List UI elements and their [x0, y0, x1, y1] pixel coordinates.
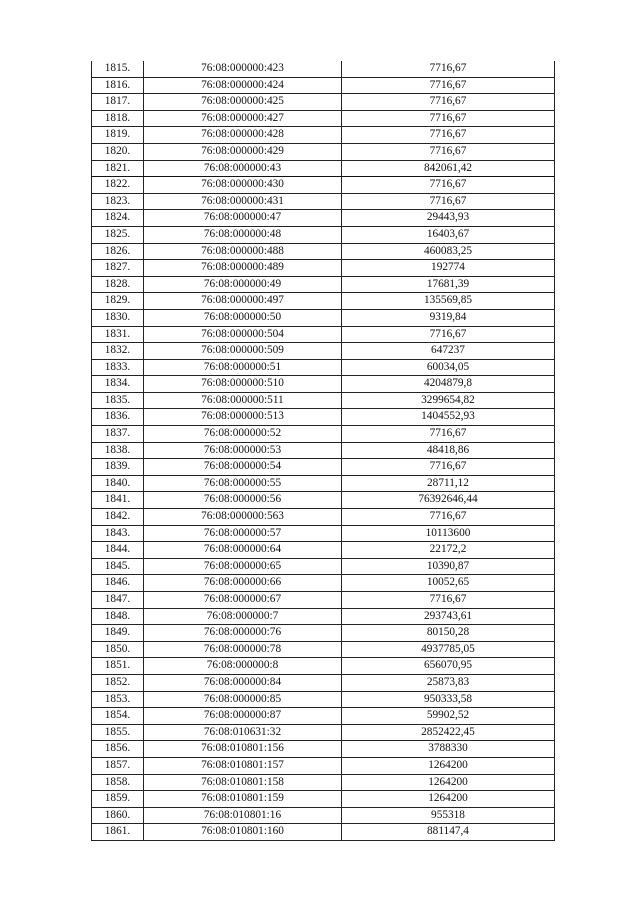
table-row — [92, 791, 555, 808]
cadastral-number-cell: 76:08:000000:48 — [144, 226, 342, 243]
table-row — [92, 309, 555, 326]
row-number-cell: 1830. — [92, 309, 144, 326]
row-number-cell: 1860. — [92, 807, 144, 824]
cadastral-number-cell: 76:08:000000:488 — [144, 243, 342, 260]
cadastral-number-cell: 76:08:000000:67 — [144, 592, 342, 609]
cadastral-value-cell: 7716,67 — [342, 127, 555, 144]
cadastral-value-cell: 7716,67 — [342, 94, 555, 111]
row-number-cell: 1856. — [92, 741, 144, 758]
cadastral-value-cell: 29443,93 — [342, 210, 555, 227]
row-number-cell: 1827. — [92, 260, 144, 277]
row-number-cell: 1833. — [92, 359, 144, 376]
table-row — [92, 177, 555, 194]
cadastral-number-cell: 76:08:000000:57 — [144, 525, 342, 542]
cadastral-value-cell: 842061,42 — [342, 160, 555, 177]
row-number-cell: 1841. — [92, 492, 144, 509]
table-row — [92, 426, 555, 443]
table-row — [92, 608, 555, 625]
cadastral-number-cell: 76:08:000000:51 — [144, 359, 342, 376]
cadastral-value-cell: 1404552,93 — [342, 409, 555, 426]
row-number-cell: 1848. — [92, 608, 144, 625]
row-number-cell: 1818. — [92, 110, 144, 127]
cadastral-value-cell: 7716,67 — [342, 326, 555, 343]
table-row — [92, 160, 555, 177]
cadastral-number-cell: 76:08:000000:424 — [144, 77, 342, 94]
cadastral-value-cell: 59902,52 — [342, 708, 555, 725]
cadastral-number-cell: 76:08:000000:427 — [144, 110, 342, 127]
cadastral-number-cell: 76:08:000000:489 — [144, 260, 342, 277]
row-number-cell: 1852. — [92, 674, 144, 691]
cadastral-number-cell: 76:08:000000:563 — [144, 509, 342, 526]
cadastral-value-cell: 16403,67 — [342, 226, 555, 243]
row-number-cell: 1832. — [92, 343, 144, 360]
cadastral-number-cell: 76:08:000000:64 — [144, 542, 342, 559]
table-row — [92, 575, 555, 592]
row-number-cell: 1834. — [92, 376, 144, 393]
table-row — [92, 691, 555, 708]
row-number-cell: 1826. — [92, 243, 144, 260]
table-row — [92, 807, 555, 824]
cadastral-value-cell: 7716,67 — [342, 77, 555, 94]
row-number-cell: 1861. — [92, 824, 144, 841]
table-row — [92, 193, 555, 210]
row-number-cell: 1853. — [92, 691, 144, 708]
row-number-cell: 1824. — [92, 210, 144, 227]
row-number-cell: 1822. — [92, 177, 144, 194]
cadastral-number-cell: 76:08:000000:510 — [144, 376, 342, 393]
row-number-cell: 1846. — [92, 575, 144, 592]
row-number-cell: 1851. — [92, 658, 144, 675]
cadastral-number-cell: 76:08:000000:66 — [144, 575, 342, 592]
cadastral-value-cell: 28711,12 — [342, 475, 555, 492]
table-row — [92, 774, 555, 791]
table-row — [92, 724, 555, 741]
cadastral-value-cell: 293743,61 — [342, 608, 555, 625]
cadastral-number-cell: 76:08:000000:509 — [144, 343, 342, 360]
cadastral-number-cell: 76:08:000000:55 — [144, 475, 342, 492]
cadastral-value-cell: 9319,84 — [342, 309, 555, 326]
table-row — [92, 824, 555, 841]
table-row — [92, 260, 555, 277]
cadastral-number-cell: 76:08:000000:85 — [144, 691, 342, 708]
cadastral-value-cell: 10113600 — [342, 525, 555, 542]
cadastral-number-cell: 76:08:000000:43 — [144, 160, 342, 177]
row-number-cell: 1859. — [92, 791, 144, 808]
document-page — [91, 61, 554, 841]
cadastral-number-cell: 76:08:000000:49 — [144, 276, 342, 293]
cadastral-value-cell: 48418,86 — [342, 442, 555, 459]
table-row — [92, 492, 555, 509]
table-row — [92, 343, 555, 360]
cadastral-number-cell: 76:08:010801:157 — [144, 757, 342, 774]
row-number-cell: 1839. — [92, 459, 144, 476]
table-row — [92, 459, 555, 476]
table-row — [92, 143, 555, 160]
cadastral-value-table — [91, 61, 555, 841]
row-number-cell: 1855. — [92, 724, 144, 741]
cadastral-value-cell: 950333,58 — [342, 691, 555, 708]
table-row — [92, 94, 555, 111]
cadastral-number-cell: 76:08:000000:497 — [144, 293, 342, 310]
cadastral-number-cell: 76:08:000000:56 — [144, 492, 342, 509]
cadastral-number-cell: 76:08:000000:78 — [144, 641, 342, 658]
row-number-cell: 1847. — [92, 592, 144, 609]
table-row — [92, 110, 555, 127]
row-number-cell: 1817. — [92, 94, 144, 111]
table-row — [92, 77, 555, 94]
cadastral-number-cell: 76:08:010631:32 — [144, 724, 342, 741]
table-row — [92, 276, 555, 293]
cadastral-value-cell: 4937785,05 — [342, 641, 555, 658]
cadastral-number-cell: 76:08:000000:423 — [144, 61, 342, 77]
row-number-cell: 1842. — [92, 509, 144, 526]
row-number-cell: 1821. — [92, 160, 144, 177]
cadastral-value-cell: 1264200 — [342, 757, 555, 774]
cadastral-value-cell: 22172,2 — [342, 542, 555, 559]
table-row — [92, 376, 555, 393]
cadastral-number-cell: 76:08:010801:158 — [144, 774, 342, 791]
cadastral-number-cell: 76:08:000000:428 — [144, 127, 342, 144]
cadastral-value-cell: 135569,85 — [342, 293, 555, 310]
cadastral-number-cell: 76:08:000000:511 — [144, 392, 342, 409]
row-number-cell: 1850. — [92, 641, 144, 658]
row-number-cell: 1819. — [92, 127, 144, 144]
cadastral-value-cell: 7716,67 — [342, 592, 555, 609]
cadastral-value-cell: 3299654,82 — [342, 392, 555, 409]
row-number-cell: 1854. — [92, 708, 144, 725]
cadastral-value-cell: 192774 — [342, 260, 555, 277]
table-row — [92, 757, 555, 774]
cadastral-value-cell: 7716,67 — [342, 61, 555, 77]
cadastral-value-cell: 656070,95 — [342, 658, 555, 675]
row-number-cell: 1838. — [92, 442, 144, 459]
cadastral-value-cell: 955318 — [342, 807, 555, 824]
row-number-cell: 1825. — [92, 226, 144, 243]
cadastral-number-cell: 76:08:000000:65 — [144, 558, 342, 575]
cadastral-value-cell: 80150,28 — [342, 625, 555, 642]
cadastral-value-cell: 1264200 — [342, 791, 555, 808]
cadastral-value-cell: 7716,67 — [342, 459, 555, 476]
row-number-cell: 1837. — [92, 426, 144, 443]
cadastral-number-cell: 76:08:000000:87 — [144, 708, 342, 725]
row-number-cell: 1816. — [92, 77, 144, 94]
table-row — [92, 293, 555, 310]
cadastral-value-cell: 10052,65 — [342, 575, 555, 592]
cadastral-value-cell: 7716,67 — [342, 110, 555, 127]
cadastral-value-cell: 60034,05 — [342, 359, 555, 376]
row-number-cell: 1857. — [92, 757, 144, 774]
cadastral-number-cell: 76:08:010801:160 — [144, 824, 342, 841]
row-number-cell: 1844. — [92, 542, 144, 559]
cadastral-number-cell: 76:08:000000:52 — [144, 426, 342, 443]
cadastral-value-cell: 881147,4 — [342, 824, 555, 841]
table-row — [92, 475, 555, 492]
table-row — [92, 61, 555, 77]
table-row — [92, 359, 555, 376]
table-row — [92, 210, 555, 227]
cadastral-number-cell: 76:08:000000:513 — [144, 409, 342, 426]
cadastral-number-cell: 76:08:000000:84 — [144, 674, 342, 691]
cadastral-number-cell: 76:08:000000:53 — [144, 442, 342, 459]
cadastral-value-cell: 76392646,44 — [342, 492, 555, 509]
table-row — [92, 127, 555, 144]
cadastral-number-cell: 76:08:000000:429 — [144, 143, 342, 160]
row-number-cell: 1836. — [92, 409, 144, 426]
cadastral-value-cell: 25873,83 — [342, 674, 555, 691]
cadastral-number-cell: 76:08:000000:8 — [144, 658, 342, 675]
row-number-cell: 1820. — [92, 143, 144, 160]
cadastral-value-cell: 7716,67 — [342, 177, 555, 194]
row-number-cell: 1835. — [92, 392, 144, 409]
cadastral-value-cell: 7716,67 — [342, 143, 555, 160]
row-number-cell: 1831. — [92, 326, 144, 343]
cadastral-value-cell: 10390,87 — [342, 558, 555, 575]
cadastral-number-cell: 76:08:000000:7 — [144, 608, 342, 625]
cadastral-value-cell: 4204879,8 — [342, 376, 555, 393]
table-row — [92, 525, 555, 542]
cadastral-number-cell: 76:08:000000:76 — [144, 625, 342, 642]
table-row — [92, 625, 555, 642]
cadastral-number-cell: 76:08:000000:430 — [144, 177, 342, 194]
cadastral-value-cell: 7716,67 — [342, 426, 555, 443]
cadastral-value-cell: 7716,67 — [342, 509, 555, 526]
table-row — [92, 558, 555, 575]
table-row — [92, 226, 555, 243]
cadastral-number-cell: 76:08:000000:47 — [144, 210, 342, 227]
table-row — [92, 708, 555, 725]
table-row — [92, 442, 555, 459]
table-row — [92, 392, 555, 409]
cadastral-number-cell: 76:08:010801:16 — [144, 807, 342, 824]
table-body — [92, 61, 555, 840]
cadastral-value-cell: 17681,39 — [342, 276, 555, 293]
cadastral-number-cell: 76:08:000000:504 — [144, 326, 342, 343]
cadastral-number-cell: 76:08:010801:156 — [144, 741, 342, 758]
table-row — [92, 509, 555, 526]
cadastral-value-cell: 3788330 — [342, 741, 555, 758]
table-row — [92, 592, 555, 609]
cadastral-number-cell: 76:08:000000:425 — [144, 94, 342, 111]
cadastral-number-cell: 76:08:000000:431 — [144, 193, 342, 210]
row-number-cell: 1829. — [92, 293, 144, 310]
table-row — [92, 326, 555, 343]
row-number-cell: 1815. — [92, 61, 144, 77]
cadastral-number-cell: 76:08:000000:50 — [144, 309, 342, 326]
row-number-cell: 1849. — [92, 625, 144, 642]
row-number-cell: 1843. — [92, 525, 144, 542]
table-row — [92, 658, 555, 675]
cadastral-value-cell: 1264200 — [342, 774, 555, 791]
row-number-cell: 1845. — [92, 558, 144, 575]
cadastral-value-cell: 7716,67 — [342, 193, 555, 210]
table-row — [92, 674, 555, 691]
row-number-cell: 1823. — [92, 193, 144, 210]
cadastral-number-cell: 76:08:010801:159 — [144, 791, 342, 808]
cadastral-number-cell: 76:08:000000:54 — [144, 459, 342, 476]
cadastral-value-cell: 2852422,45 — [342, 724, 555, 741]
row-number-cell: 1840. — [92, 475, 144, 492]
cadastral-value-cell: 647237 — [342, 343, 555, 360]
cadastral-value-cell: 460083,25 — [342, 243, 555, 260]
table-row — [92, 409, 555, 426]
row-number-cell: 1828. — [92, 276, 144, 293]
table-row — [92, 243, 555, 260]
table-row — [92, 542, 555, 559]
table-row — [92, 641, 555, 658]
table-row — [92, 741, 555, 758]
row-number-cell: 1858. — [92, 774, 144, 791]
